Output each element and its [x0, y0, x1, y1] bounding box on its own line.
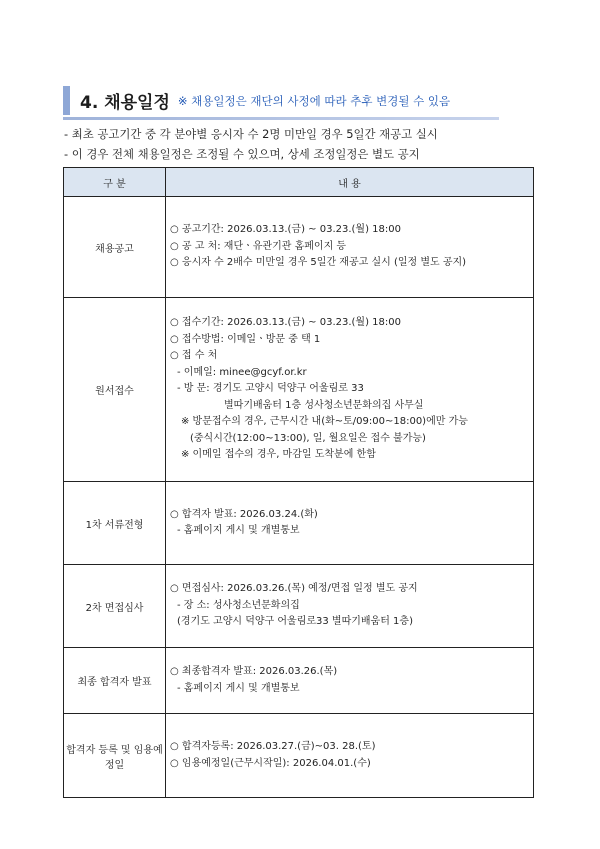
row-category: 합격자 등록 및 임용예정일: [64, 714, 166, 798]
content-line: ○ 합격자 발표: 2026.03.24.(화): [170, 508, 318, 520]
row-content: [166, 565, 534, 648]
content-line: ○ 응시자 수 2배수 미만일 경우 5일간 재공고 실시 (일정 별도 공지): [170, 257, 467, 269]
content-line: ○ 최종합격자 발표: 2026.03.26.(목): [170, 666, 338, 677]
content-line: - 이메일: minee@gcyf.or.kr: [177, 366, 307, 378]
schedule-table: [63, 167, 534, 798]
table-row: [64, 298, 534, 482]
heading-underline: [63, 117, 499, 120]
row-content: [166, 714, 534, 798]
row-category: 2차 면접심사: [64, 565, 166, 648]
table-row: [64, 482, 534, 565]
heading-accent-bar: [63, 86, 70, 115]
content-line: ○ 공 고 처: 재단ㆍ유관기관 홈페이지 등: [170, 240, 347, 252]
row-content: [166, 648, 534, 714]
content-line: ○ 접 수 처: [170, 350, 218, 362]
content-line: (경기도 고양시 덕양구 어울림로33 별따기배움터 1층): [177, 616, 413, 628]
content-line: (중식시간(12:00~13:00), 일, 월요일은 접수 불가능): [190, 432, 426, 444]
content-line: ○ 접수방법: 이메일ㆍ방문 중 택 1: [170, 333, 321, 345]
content-line: - 방 문: 경기도 고양시 덕양구 어울림로 33: [177, 383, 364, 395]
content-line: ○ 임용예정일(근무시작일): 2026.04.01.(수): [170, 757, 371, 769]
content-line: ○ 합격자등록: 2026.03.27.(금)~03. 28.(토): [170, 741, 376, 752]
content-line: ※ 이메일 접수의 경우, 마감일 도착분에 한함: [181, 449, 376, 461]
content-line: - 홈페이지 게시 및 개별통보: [177, 525, 300, 536]
table-row: [64, 714, 534, 798]
row-content: [166, 298, 534, 482]
table-row: [64, 648, 534, 714]
content-line: - 홈페이지 게시 및 개별통보: [177, 682, 300, 694]
header-content: 내 용: [166, 168, 534, 197]
header-category: 구 분: [64, 168, 166, 197]
notes-list: [64, 124, 534, 164]
row-content: [166, 482, 534, 565]
content-line: ○ 공고기간: 2026.03.13.(금) ~ 03.23.(월) 18:00: [170, 224, 401, 236]
row-category: 1차 서류전형: [64, 482, 166, 565]
row-content: [166, 197, 534, 298]
row-category: 최종 합격자 발표: [64, 648, 166, 714]
section-title: 4. 채용일정: [80, 93, 170, 113]
content-line: ○ 면접심사: 2026.03.26.(목) 예정/면접 일정 별도 공지: [170, 583, 418, 595]
section-note: ※ 채용일정은 재단의 사정에 따라 추후 변경될 수 있음: [177, 93, 451, 108]
table-row: [64, 197, 534, 298]
content-line: ○ 접수기간: 2026.03.13.(금) ~ 03.23.(월) 18:00: [170, 317, 401, 329]
content-line: - 장 소: 성사청소년문화의집: [177, 599, 300, 611]
table-row: [64, 565, 534, 648]
section-heading: [63, 85, 503, 116]
row-category: 채용공고: [64, 197, 166, 298]
content-line: 별따기배움터 1층 성사청소년문화의집 사무실: [224, 399, 424, 411]
row-category: 원서접수: [64, 298, 166, 482]
note-item: - 이 경우 전체 채용일정은 조정될 수 있으며, 상세 조정일정은 별도 공지: [64, 147, 420, 161]
table-header-row: [64, 168, 534, 197]
content-line: ※ 방문접수의 경우, 근무시간 내(화~토/09:00~18:00)에만 가능: [181, 416, 468, 428]
note-item: - 최초 공고기간 중 각 분야별 응시자 수 2명 미만일 경우 5일간 재공고 실시: [64, 127, 438, 141]
